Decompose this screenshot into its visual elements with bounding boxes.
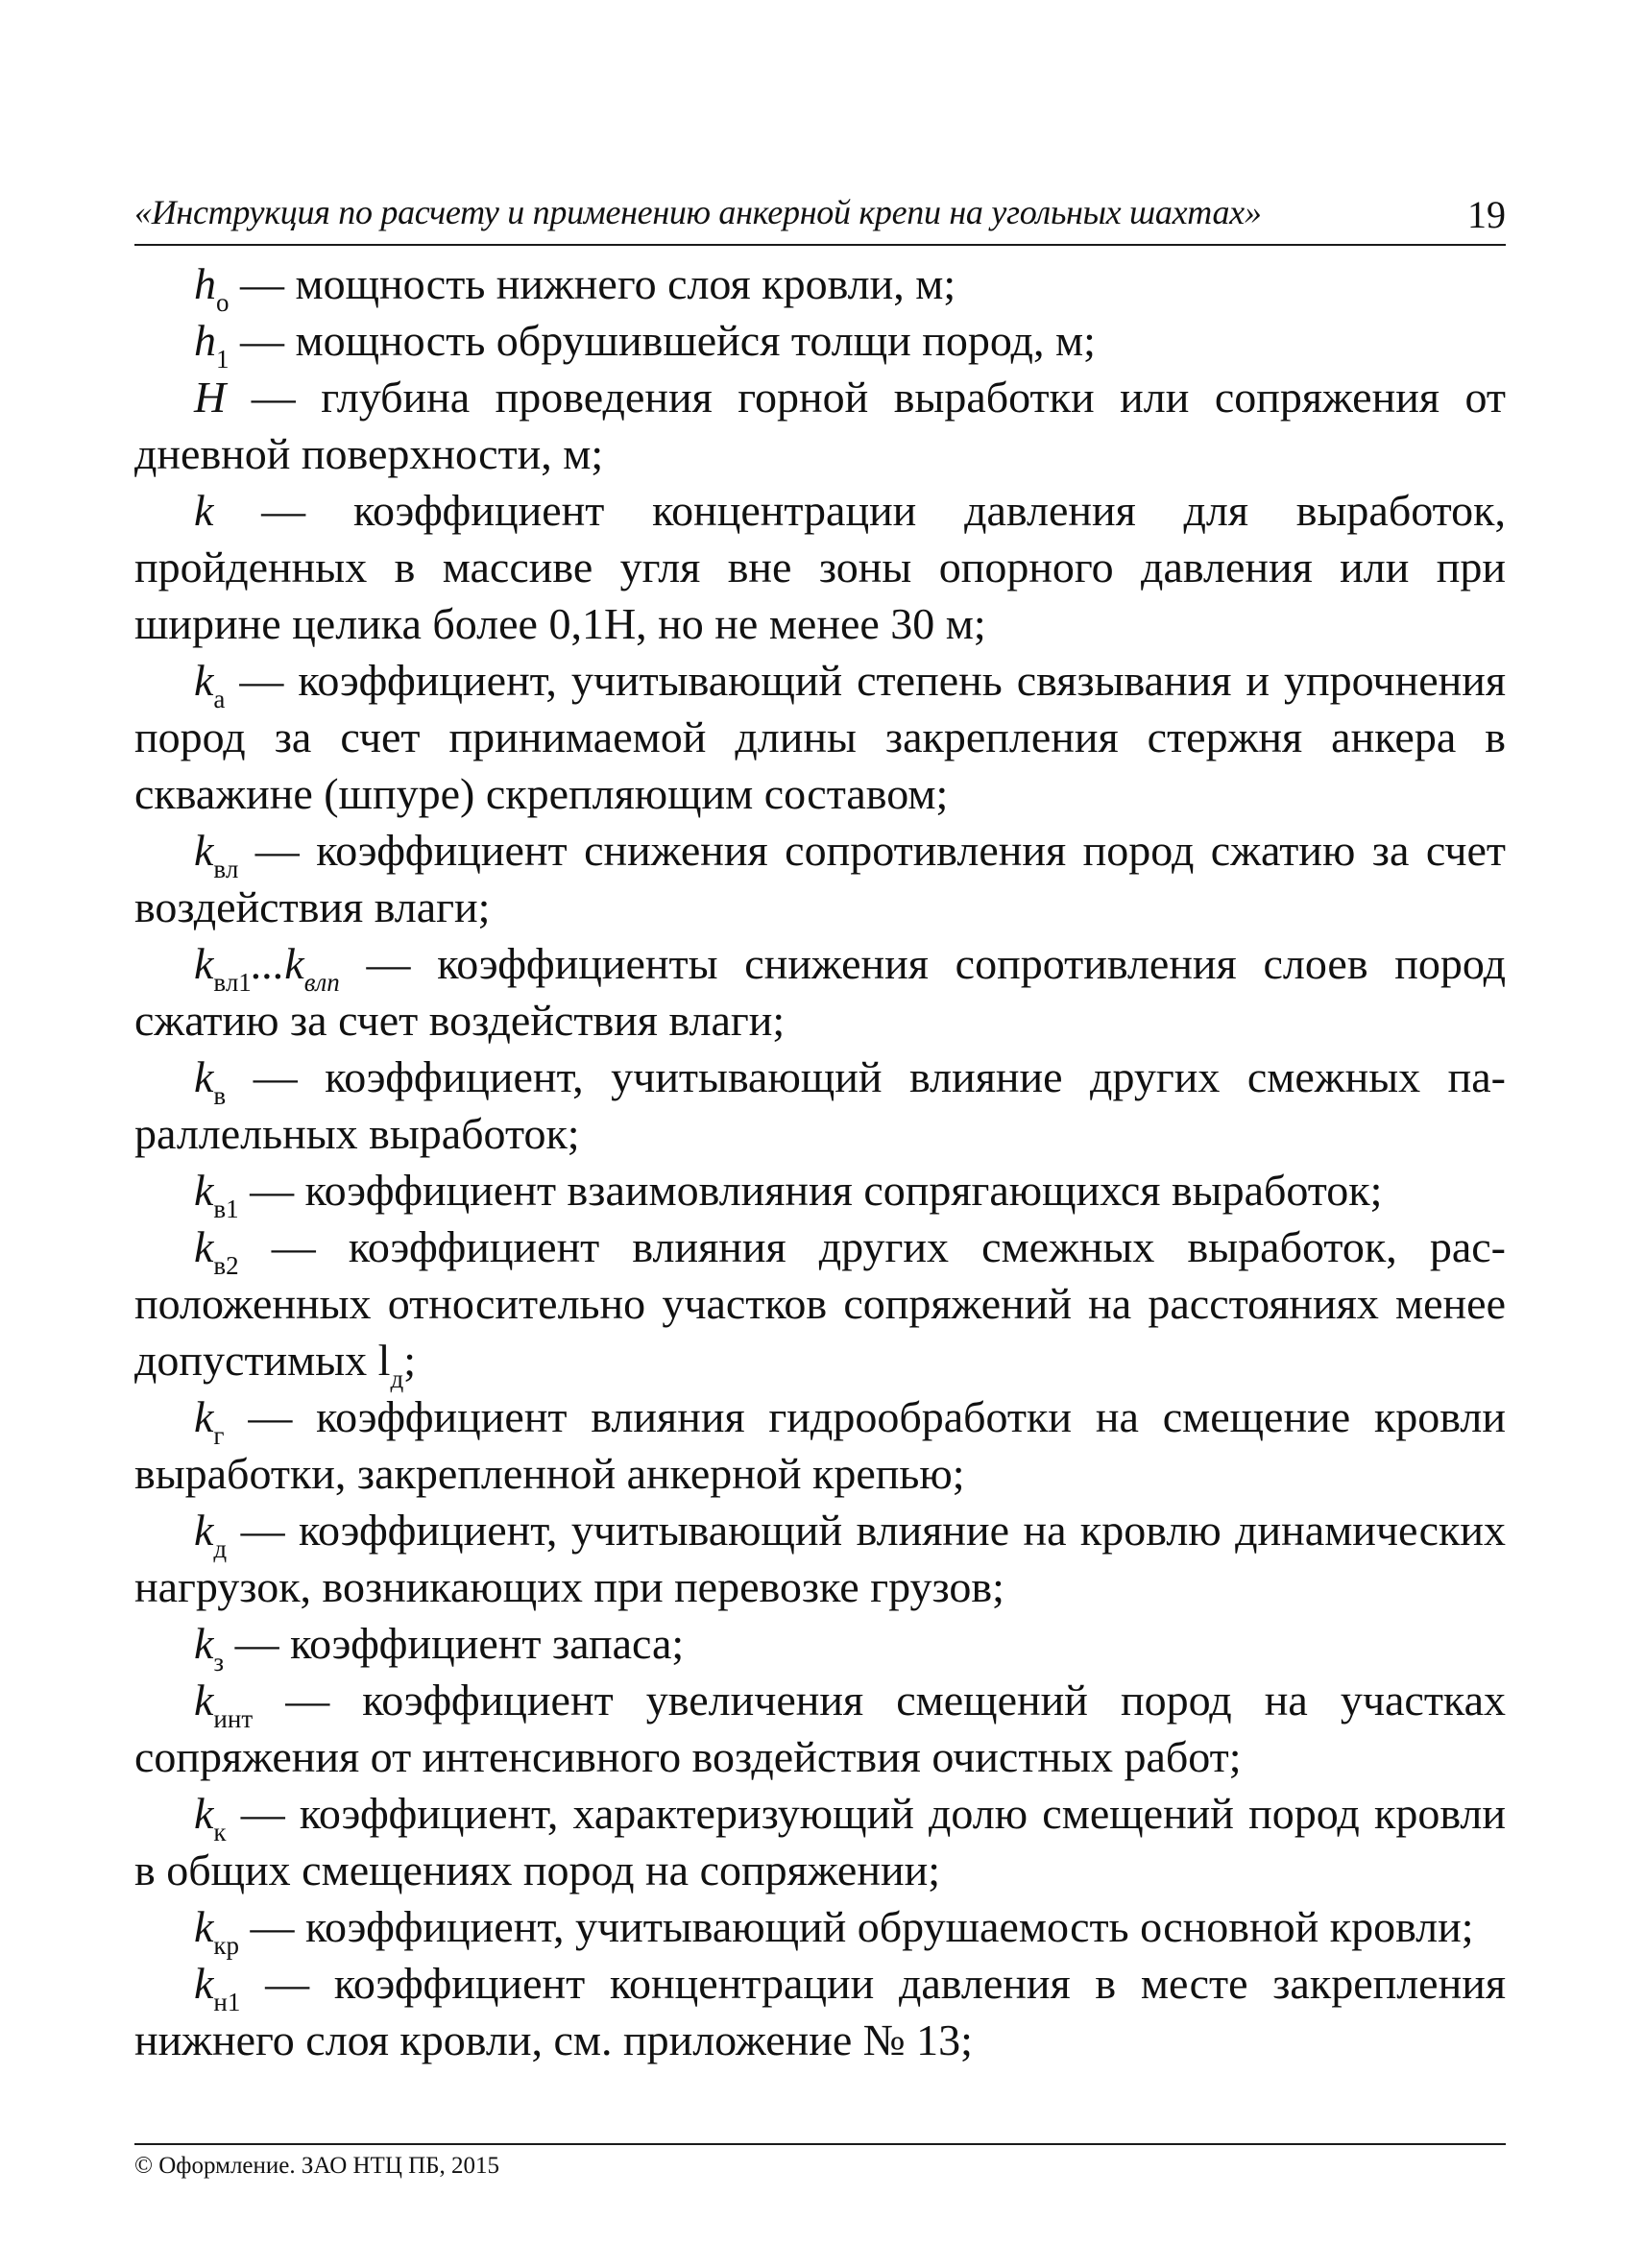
symbol: k	[194, 939, 214, 988]
definition-kint	[134, 1672, 1506, 1785]
symbol: k	[194, 1902, 214, 1951]
definition-H	[134, 369, 1506, 482]
definition-text: — коэффициент концентрации давления для выработок, пройденных в массиве угля вне зоны опорного давления или при ширине целика более 0,1H, но не менее 30 м;	[134, 486, 1506, 648]
definition-text: — мощность обрушившейся толщи пород, м;	[229, 316, 1096, 365]
definition-h1	[134, 312, 1506, 374]
copyright-footer: © Оформление. ЗАО НТЦ ПБ, 2015	[134, 2153, 500, 2179]
running-header	[134, 188, 1506, 246]
symbol-range-end: ...k	[251, 939, 304, 988]
definition-kd	[134, 1502, 1506, 1615]
symbol: h	[194, 316, 216, 365]
symbol-subscript: кр	[213, 1931, 240, 1960]
definition-text: — коэффициент взаимовлияния сопрягающихся выработок;	[238, 1166, 1383, 1215]
definition-text: — коэффициент снижения сопротивления пород сжатию за счет воздействия влаги;	[134, 826, 1506, 931]
definition-text: — коэффициент, учитывающий влияние других смежных параллельных выработок;	[134, 1052, 1506, 1158]
symbol-subscript: к	[213, 1818, 227, 1846]
symbol: k	[194, 656, 214, 705]
definition-text: — коэффициент, учитывающий влияние на кровлю динамических нагрузок, возникающих при перевозке грузов;	[134, 1506, 1506, 1611]
symbol-subscript: о	[216, 288, 230, 317]
definition-kkr	[134, 1898, 1506, 1960]
definition-text: — мощность нижнего слоя кровли, м;	[229, 259, 956, 308]
symbol: k	[194, 1619, 214, 1668]
symbol-subscript: в	[213, 1081, 227, 1110]
symbol-subscript: а	[213, 685, 226, 713]
definition-text-tail: ;	[403, 1336, 416, 1385]
symbol-subscript: д	[213, 1534, 228, 1563]
symbol: k	[194, 1392, 214, 1441]
definition-kv1	[134, 1162, 1506, 1223]
symbol: k	[194, 826, 214, 875]
definition-kz	[134, 1615, 1506, 1677]
definition-kvl1-kvln	[134, 935, 1506, 1049]
definition-h0	[134, 255, 1506, 317]
definition-kg	[134, 1388, 1506, 1502]
symbol: k	[194, 1506, 214, 1555]
symbol-subscript: вл	[213, 855, 239, 883]
symbol: k	[194, 1676, 214, 1725]
symbol-subscript: в1	[213, 1194, 239, 1223]
symbol-definitions	[134, 255, 1506, 2068]
symbol-subscript: н1	[213, 1988, 241, 2016]
definition-text: — коэффициент, учитывающий степень связывания и упрочнения пород за счет принимаемой длины закрепления стержня анкера в скважине (шпуре) скрепляющим составом;	[134, 656, 1506, 818]
definition-text: — коэффициент влияния гидрообработки на смещение кровли выработки, закрепленной анкерной крепью;	[134, 1392, 1506, 1498]
definition-text: — глубина проведения горной выработки или сопряжения от дневной поверхности, м;	[134, 373, 1506, 478]
symbol: H	[194, 373, 227, 422]
document-title: «Инструкция по расчету и применению анкерной крепи на угольных шахтах»	[134, 193, 1262, 231]
symbol-subscript: вл1	[213, 968, 252, 997]
definition-kv2	[134, 1218, 1506, 1393]
footer-divider	[134, 2143, 1506, 2145]
definition-text: — коэффициент концентрации давления в месте закрепления нижнего слоя кровли, см. приложение № 13;	[134, 1959, 1506, 2064]
symbol-subscript: влn	[303, 968, 340, 997]
definition-kvl	[134, 822, 1506, 935]
definition-text: — коэффициент увеличения смещений пород на участках сопряжения от интенсивного воздействия очистных работ;	[134, 1676, 1506, 1781]
definition-text: — коэффициенты снижения сопротивления слоев пород сжатию за счет воздействия влаги;	[134, 939, 1506, 1045]
page-number: 19	[1467, 193, 1506, 236]
symbol: k	[194, 1166, 214, 1215]
definition-k	[134, 482, 1506, 652]
symbol-subscript: д	[390, 1364, 404, 1393]
definition-kv	[134, 1049, 1506, 1162]
definition-ka	[134, 652, 1506, 822]
symbol: h	[194, 259, 216, 308]
definition-text: — коэффициент запаса;	[224, 1619, 685, 1668]
symbol: k	[194, 486, 214, 535]
symbol-subscript: инт	[213, 1704, 254, 1733]
definition-text: — коэффициент влияния других смежных выработок, расположенных относительно участков сопряжений на расстояниях менее допустимых l	[134, 1222, 1506, 1385]
definition-kn1	[134, 1955, 1506, 2068]
symbol: k	[194, 1959, 214, 2008]
symbol-subscript: в2	[213, 1251, 239, 1280]
definition-kk	[134, 1785, 1506, 1898]
definition-text: — коэффициент, характеризующий долю смещений пород кровли в общих смещениях пород на сопряжении;	[134, 1789, 1506, 1894]
symbol-subscript: 1	[216, 345, 230, 374]
symbol: k	[194, 1789, 214, 1838]
symbol-subscript: з	[213, 1648, 225, 1677]
symbol-subscript: г	[213, 1421, 225, 1450]
definition-text: — коэффициент, учитывающий обрушаемость основной кровли;	[239, 1902, 1474, 1951]
symbol: k	[194, 1222, 214, 1271]
symbol: k	[194, 1052, 214, 1101]
